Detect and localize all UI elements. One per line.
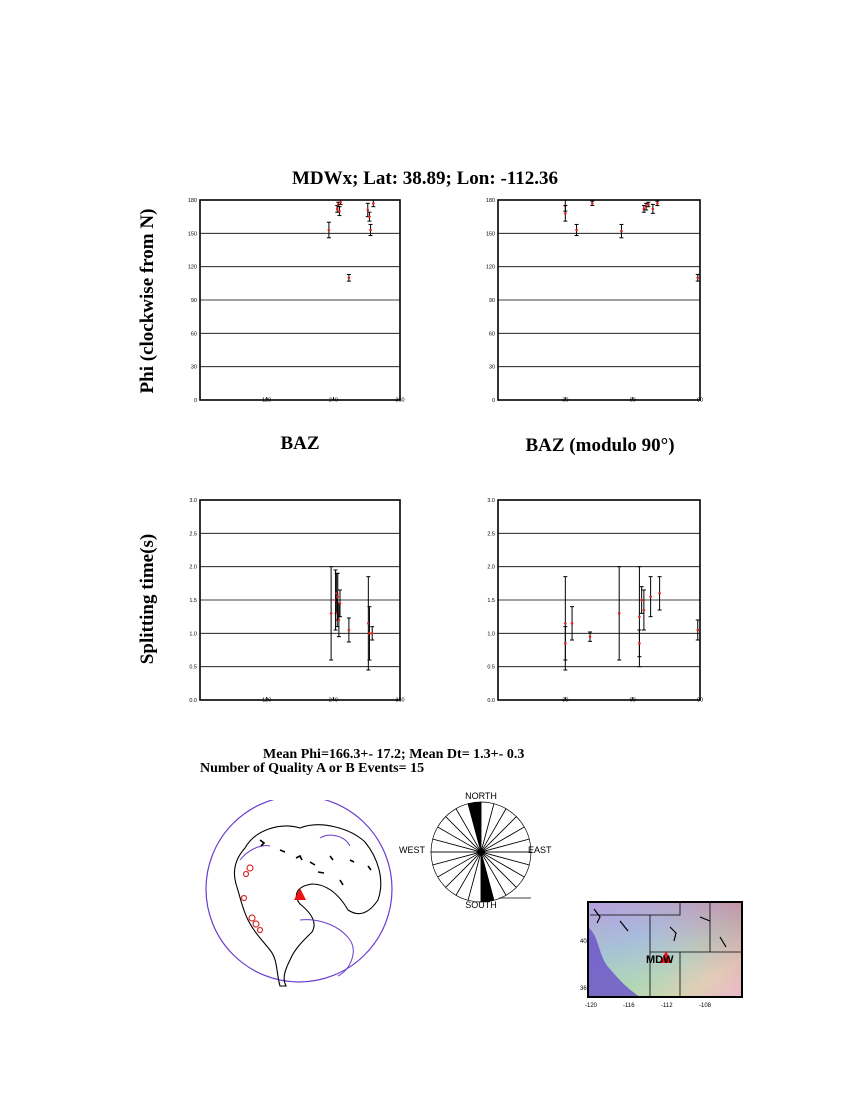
data-point [696, 620, 700, 640]
y-tick-label: 0 [193, 398, 197, 404]
xlabel-baz-mod90: BAZ (modulo 90°) [525, 435, 675, 456]
lon-tick-108: -108 [699, 1003, 712, 1009]
data-point [655, 201, 659, 205]
y-tick-label: 90 [190, 298, 197, 304]
station-label: MDW [646, 954, 674, 966]
x-tick-label: 120 [262, 697, 272, 704]
event-count: Number of Quality A or B Events= 15 [200, 761, 425, 776]
rose-diagram [395, 790, 570, 915]
data-point [649, 577, 653, 617]
y-tick-label: 0.0 [487, 698, 495, 704]
y-tick-label: 2.5 [189, 531, 197, 538]
continent-outline [234, 825, 380, 986]
rose-wedge [481, 839, 531, 852]
data-point [563, 627, 567, 660]
data-point [658, 577, 662, 610]
y-tick-label: 0.5 [189, 664, 197, 671]
y-tick-label: 60 [190, 331, 197, 338]
station-marker [294, 888, 306, 900]
y-tick-label: 0 [491, 398, 495, 404]
data-point [575, 224, 579, 235]
data-point [590, 201, 594, 205]
x-tick-label: 240 [328, 697, 338, 704]
rose-wedge [431, 852, 481, 865]
data-point [642, 590, 646, 630]
y-tick-label: 0.0 [189, 698, 197, 704]
y-tick-label: 1.0 [189, 631, 197, 638]
x-tick-label: 30 [562, 697, 569, 704]
y-tick-label: 150 [187, 231, 197, 238]
rose-wedge [481, 817, 524, 852]
x-tick-label: 240 [328, 397, 338, 404]
rose-filled-wedge [468, 802, 481, 852]
rose-wedge [481, 809, 516, 852]
y-tick-label: 30 [190, 364, 197, 371]
rose-west-label: WEST [399, 845, 425, 855]
data-point [369, 224, 373, 235]
data-point [651, 204, 655, 213]
y-tick-label: 150 [485, 231, 495, 238]
chart-phi-vs-baz [188, 198, 405, 404]
x-tick-label: 90 [696, 397, 704, 404]
chart-dt-vs-baz-mod90 [487, 498, 703, 704]
x-tick-label: 60 [629, 397, 636, 404]
rose-east-label: EAST [528, 845, 552, 855]
ylabel-splitting-time: Splitting time(s) [137, 533, 158, 665]
y-tick-label: 120 [485, 264, 495, 271]
data-point [371, 200, 375, 207]
lon-tick-116: -116 [623, 1003, 635, 1009]
data-point [637, 630, 641, 657]
y-tick-label: 1.5 [189, 598, 197, 604]
rose-north-label: NORTH [465, 791, 497, 801]
rose-wedge [438, 852, 481, 887]
chart-dt-vs-baz [189, 498, 404, 704]
xlabel-baz: BAZ [280, 433, 320, 454]
y-tick-label: 2.0 [189, 564, 197, 571]
globe-map [200, 800, 400, 990]
lat-tick-36: 36 [580, 986, 587, 992]
data-point [570, 607, 574, 640]
event-markers [242, 865, 263, 933]
lon-tick-112: -112 [661, 1003, 673, 1009]
data-point [347, 618, 351, 642]
y-tick-label: 3.0 [487, 498, 495, 504]
y-tick-label: 120 [187, 264, 197, 271]
data-point [347, 274, 351, 281]
lon-tick-120: -120 [585, 1003, 598, 1009]
x-tick-label: 30 [562, 397, 569, 404]
y-tick-label: 0.5 [487, 664, 495, 671]
x-tick-label: 120 [262, 397, 272, 404]
x-tick-label: 60 [629, 697, 636, 704]
data-point [329, 567, 333, 660]
plate-boundaries [240, 835, 353, 976]
lat-tick-40: 40 [580, 939, 587, 945]
y-tick-label: 180 [485, 198, 495, 204]
data-point [617, 567, 621, 660]
coastline-islands [260, 840, 371, 885]
rose-wedge [446, 852, 481, 895]
data-point [327, 222, 331, 238]
x-tick-label: 90 [696, 697, 704, 704]
y-tick-label: 90 [488, 298, 495, 304]
ylabel-phi: Phi (clockwise from N) [137, 208, 158, 394]
y-tick-label: 1.5 [487, 598, 495, 604]
x-tick-label: 360 [395, 697, 405, 704]
x-tick-label: 360 [395, 397, 405, 404]
y-tick-label: 2.5 [487, 531, 495, 538]
chart-phi-vs-baz-mod90 [486, 198, 703, 404]
y-tick-label: 1.0 [487, 631, 495, 638]
figure-title: MDWx; Lat: 38.89; Lon: -112.36 [292, 168, 558, 189]
y-tick-label: 180 [187, 198, 197, 204]
y-tick-label: 30 [488, 364, 495, 371]
mean-stats: Mean Phi=166.3+- 17.2; Mean Dt= 1.3+- 0.3 [263, 747, 525, 762]
y-tick-label: 60 [488, 331, 495, 338]
rose-filled-wedge [481, 852, 494, 902]
data-point [563, 206, 567, 222]
data-point [619, 224, 623, 237]
rose-south-label: SOUTH [465, 900, 497, 910]
y-tick-label: 3.0 [189, 498, 197, 504]
data-point [696, 274, 700, 281]
rose-group [431, 802, 531, 902]
regional-map [580, 897, 745, 1009]
y-tick-label: 2.0 [487, 564, 495, 571]
